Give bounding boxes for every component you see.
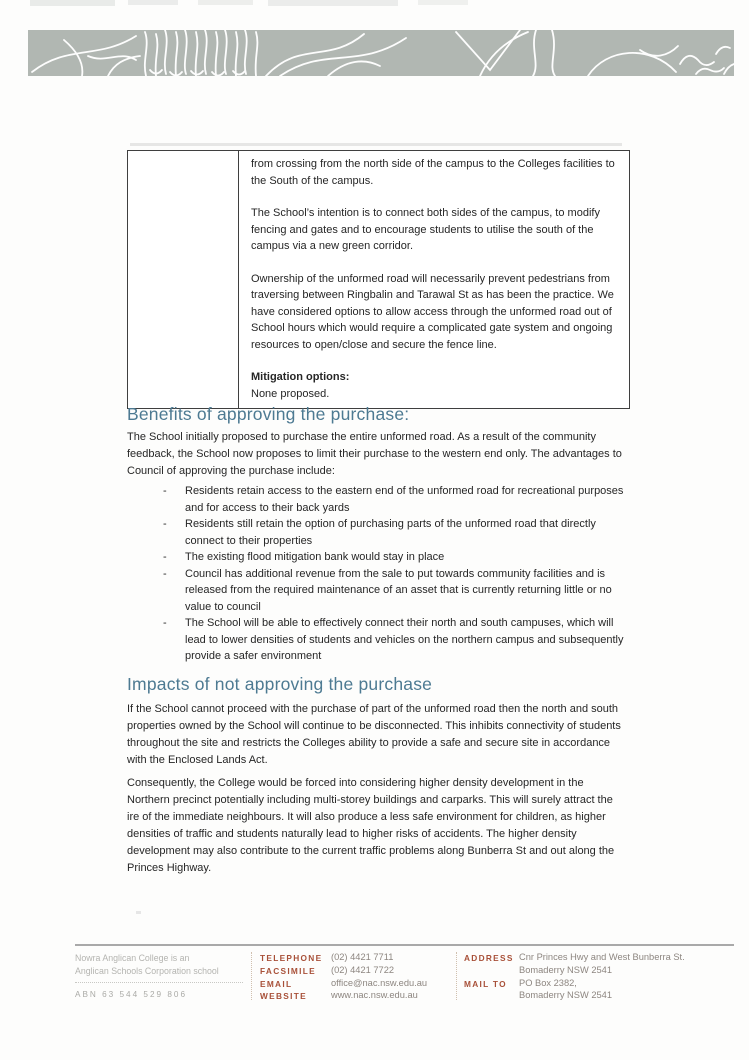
- scan-smudge: [130, 143, 622, 146]
- impacts-paragraph-2: Consequently, the College would be forced into considering higher density development in the Northern precinct potentially including multi-storey buildings and carparks. This will surely attract the ire of the immediate neighbours. It will also produce a less safe environment for children, as higher densities of traffic and students naturally lead to higher risks of accidents. The higher density development may also contribute to the current traffic problems along Bunberra St and out along the Princes Highway.: [127, 777, 615, 874]
- list-item: [127, 566, 627, 616]
- list-item-text: The School will be able to effectively connect their north and south campuses, which will lead to lower densities of students and vehicles on the northern campus and subsequently provide a safer environment: [185, 617, 624, 662]
- mitigation-block: [251, 369, 617, 402]
- address-label: ADDRESS: [464, 953, 514, 963]
- address-values: [519, 951, 685, 1002]
- dash-bullet: -: [163, 567, 167, 580]
- org-tagline-line1: Nowra Anglican College is an: [75, 953, 190, 963]
- contact-values: [331, 951, 427, 1002]
- list-item: [127, 549, 627, 566]
- dotted-vertical-divider: [251, 952, 252, 1000]
- table-empty-cell: [128, 151, 239, 408]
- decorative-header-band: [28, 30, 734, 76]
- mitigation-value: None proposed.: [251, 387, 330, 400]
- list-item-text: Residents still retain the option of purchasing parts of the unformed road that directly connect to their properties: [185, 518, 596, 547]
- dash-bullet: -: [163, 617, 167, 629]
- list-item-text: Council has additional revenue from the sale to put towards community facilities and is released from the required maintenance of an asset that is currently returning little or no value to council: [185, 567, 612, 613]
- address-line2: Bomaderry NSW 2541: [519, 964, 613, 975]
- abn-number: ABN 63 544 529 806: [75, 990, 188, 999]
- content-table: [127, 150, 630, 409]
- org-tagline-line2: Anglican Schools Corporation school: [75, 966, 219, 976]
- table-paragraph: from crossing from the north side of the campus to the Colleges facilities to the South of the campus.: [251, 158, 615, 187]
- list-item: [127, 516, 627, 549]
- dash-bullet: -: [163, 485, 167, 497]
- section-heading-benefits: Benefits of approving the purchase:: [127, 404, 410, 424]
- footer-divider: [75, 944, 734, 946]
- scan-artifact: [418, 0, 468, 5]
- website-value: www.nac.nsw.edu.au: [331, 990, 418, 1001]
- dotted-separator: [75, 982, 243, 983]
- table-paragraph: Ownership of the unformed road will necessarily prevent pedestrians from traversing between Ringbalin and Tarawal St as has been the practice. We have considered options to allow access through the unformed road out of School hours which would require a complicated gate system and ongoing resources to open/close and secure the fence line.: [251, 272, 614, 351]
- list-item-text: Residents retain access to the eastern end of the unformed road for recreational purposes and for access to their back yards: [185, 485, 624, 514]
- impacts-paragraph-1: If the School cannot proceed with the purchase of part of the unformed road then the north and south properties owned by the School will continue to be disconnected. This inhibits connectivity of students throughout the site and restricts the Colleges ability to provide a safe and secure site in accordance with the Enclosed Lands Act.: [127, 703, 621, 766]
- telephone-label: TELEPHONE: [260, 953, 323, 963]
- scan-dot: [136, 911, 141, 914]
- scan-artifact: [30, 0, 115, 6]
- table-text-cell: [239, 151, 629, 408]
- email-label: EMAIL: [260, 978, 293, 989]
- facsimile-value: (02) 4421 7722: [331, 964, 395, 975]
- address-line1: Cnr Princes Hwy and West Bunberra St.: [519, 952, 685, 962]
- telephone-value: (02) 4421 7711: [331, 952, 394, 962]
- dash-bullet: -: [163, 551, 167, 563]
- mail-line1: PO Box 2382,: [519, 977, 577, 988]
- mail-to-label: MAIL TO: [464, 978, 507, 989]
- address-labels: [464, 952, 514, 991]
- website-label: WEBSITE: [260, 991, 307, 1002]
- list-item: [127, 615, 627, 665]
- org-tagline: [75, 952, 245, 1001]
- section-heading-impacts: Impacts of not approving the purchase: [127, 674, 433, 694]
- benefits-list: [127, 483, 627, 665]
- mitigation-label: Mitigation options:: [251, 371, 350, 383]
- dash-bullet: -: [163, 518, 167, 530]
- scan-artifact: [268, 0, 398, 6]
- facsimile-label: FACSIMILE: [260, 965, 316, 976]
- scan-artifact: [128, 0, 178, 5]
- email-value: office@nac.nsw.edu.au: [331, 977, 428, 988]
- scan-artifact: [198, 0, 253, 5]
- contact-labels: [260, 952, 322, 1003]
- dotted-vertical-divider: [456, 952, 457, 1000]
- mail-line2: Bomaderry NSW 2541: [519, 990, 613, 1001]
- list-item-text: The existing flood mitigation bank would stay in place: [185, 551, 445, 563]
- benefits-intro-paragraph: The School initially proposed to purchase the entire unformed road. As a result of the community feedback, the School now proposes to limit their purchase to the western end only. The advantages to Council of approving the purchase include:: [127, 431, 622, 477]
- list-item: [127, 483, 627, 516]
- table-paragraph: The School’s intention is to connect both sides of the campus, to modify fencing and gates and to encourage students to utilise the south of the campus via a new green corridor.: [251, 207, 600, 252]
- floral-artwork: [28, 30, 734, 76]
